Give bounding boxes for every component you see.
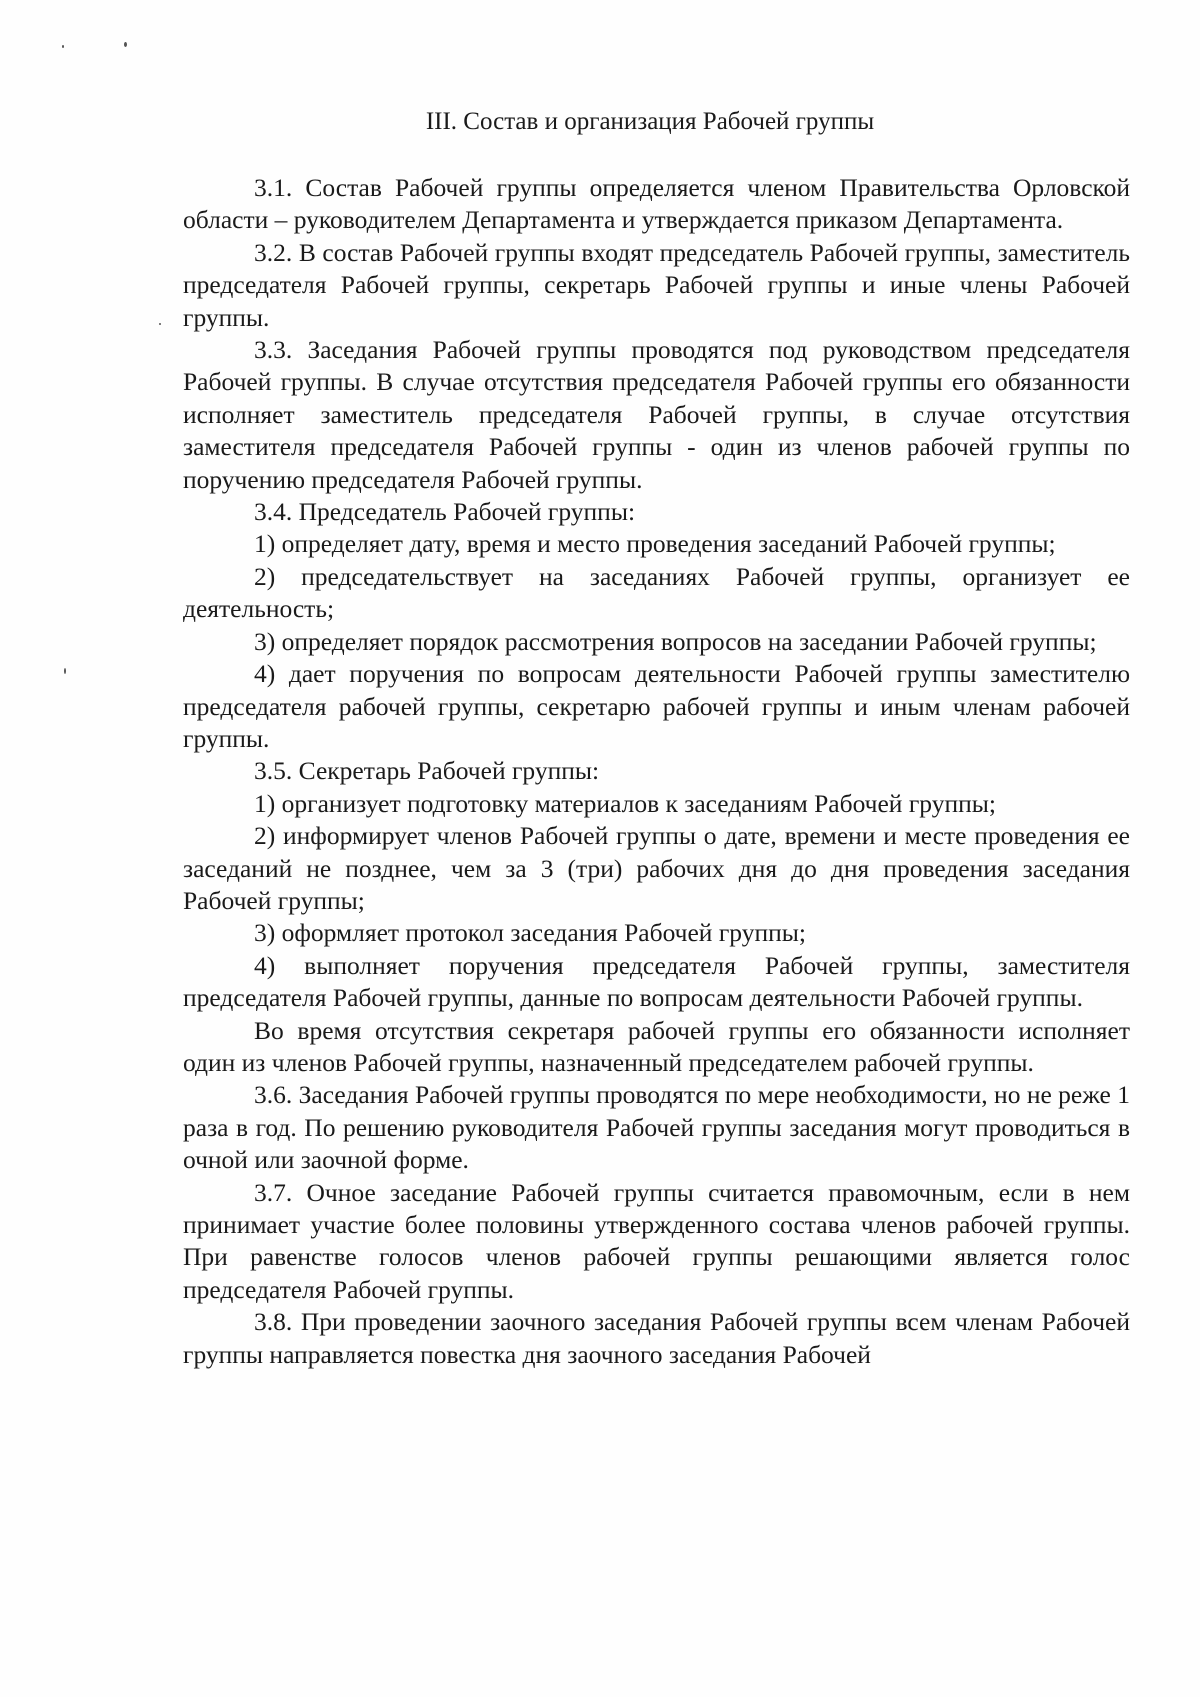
list-item: 2) председательствует на заседаниях Рабочей группы, организует ее деятельность; [183, 561, 1130, 624]
paragraph-3-5: 3.5. Секретарь Рабочей группы: [254, 756, 600, 786]
list-item: 1) организует подготовку материалов к заседаниям Рабочей группы; [254, 788, 996, 818]
list-item: 4) дает поручения по вопросам деятельности Рабочей группы заместителю председателя рабочей группы, секретарю рабочей группы и иным членам рабочей группы. [183, 659, 1130, 753]
paragraph-3-8: 3.8. При проведении заочного заседания Рабочей группы всем членам Рабочей группы направляется повестка дня заочного заседания Рабочей [183, 1307, 1130, 1369]
scan-speck [159, 323, 161, 325]
paragraph-3-4: 3.4. Председатель Рабочей группы: [254, 497, 636, 527]
paragraph-secretary-absence: Во время отсутствия секретаря рабочей группы его обязанности исполняет один из членов Рабочей группы, назначенный председателем рабочей группы. [183, 1015, 1130, 1077]
section-heading: III. Состав и организация Рабочей группы [425, 108, 875, 135]
list-item: 1) определяет дату, время и место проведения заседаний Рабочей группы; [254, 529, 1056, 559]
list-item: 3) определяет порядок рассмотрения вопросов на заседании Рабочей группы; [254, 626, 1097, 656]
scan-speck [124, 42, 127, 47]
paragraph-3-7: 3.7. Очное заседание Рабочей группы считается правомочным, если в нем принимает участие более половины утвержденного состава членов рабочей группы. При равенстве голосов членов рабочей группы решающими является голос председателя Рабочей группы. [183, 1177, 1130, 1304]
list-item: 3) оформляет протокол заседания Рабочей группы; [254, 918, 806, 948]
list-item: 4) выполняет поручения председателя Рабочей группы, заместителя председателя Рабочей группы, данные по вопросам деятельности Рабочей группы. [183, 950, 1130, 1013]
paragraph-3-6: 3.6. Заседания Рабочей группы проводятся по мере необходимости, но не реже 1 раза в год. По решению руководителя Рабочей группы заседания могут проводиться в очной или заочной форме. [183, 1080, 1130, 1175]
scan-speck [64, 668, 66, 674]
scan-speck [62, 45, 64, 48]
paragraph-3-2: 3.2. В состав Рабочей группы входят председатель Рабочей группы, заместитель председателя Рабочей группы, секретарь Рабочей группы и иные члены Рабочей группы. [183, 237, 1130, 332]
document-body [183, 172, 1130, 1371]
paragraph-3-3: 3.3. Заседания Рабочей группы проводятся под руководством председателя Рабочей группы. В случае отсутствия председателя Рабочей группы его обязанности исполняет заместитель председателя Рабочей группы, в случае отсутствия заместителя председателя Рабочей группы - один из членов рабочей группы по поручению председателя Рабочей группы. [183, 335, 1130, 494]
paragraph-3-1: 3.1. Состав Рабочей группы определяется членом Правительства Орловской области – руководителем Департамента и утверждается приказом Департамента. [183, 173, 1130, 235]
list-item: 2) информирует членов Рабочей группы о дате, времени и месте проведения ее заседаний не позднее, чем за 3 (три) рабочих дня до дня проведения заседания Рабочей группы; [183, 821, 1130, 915]
